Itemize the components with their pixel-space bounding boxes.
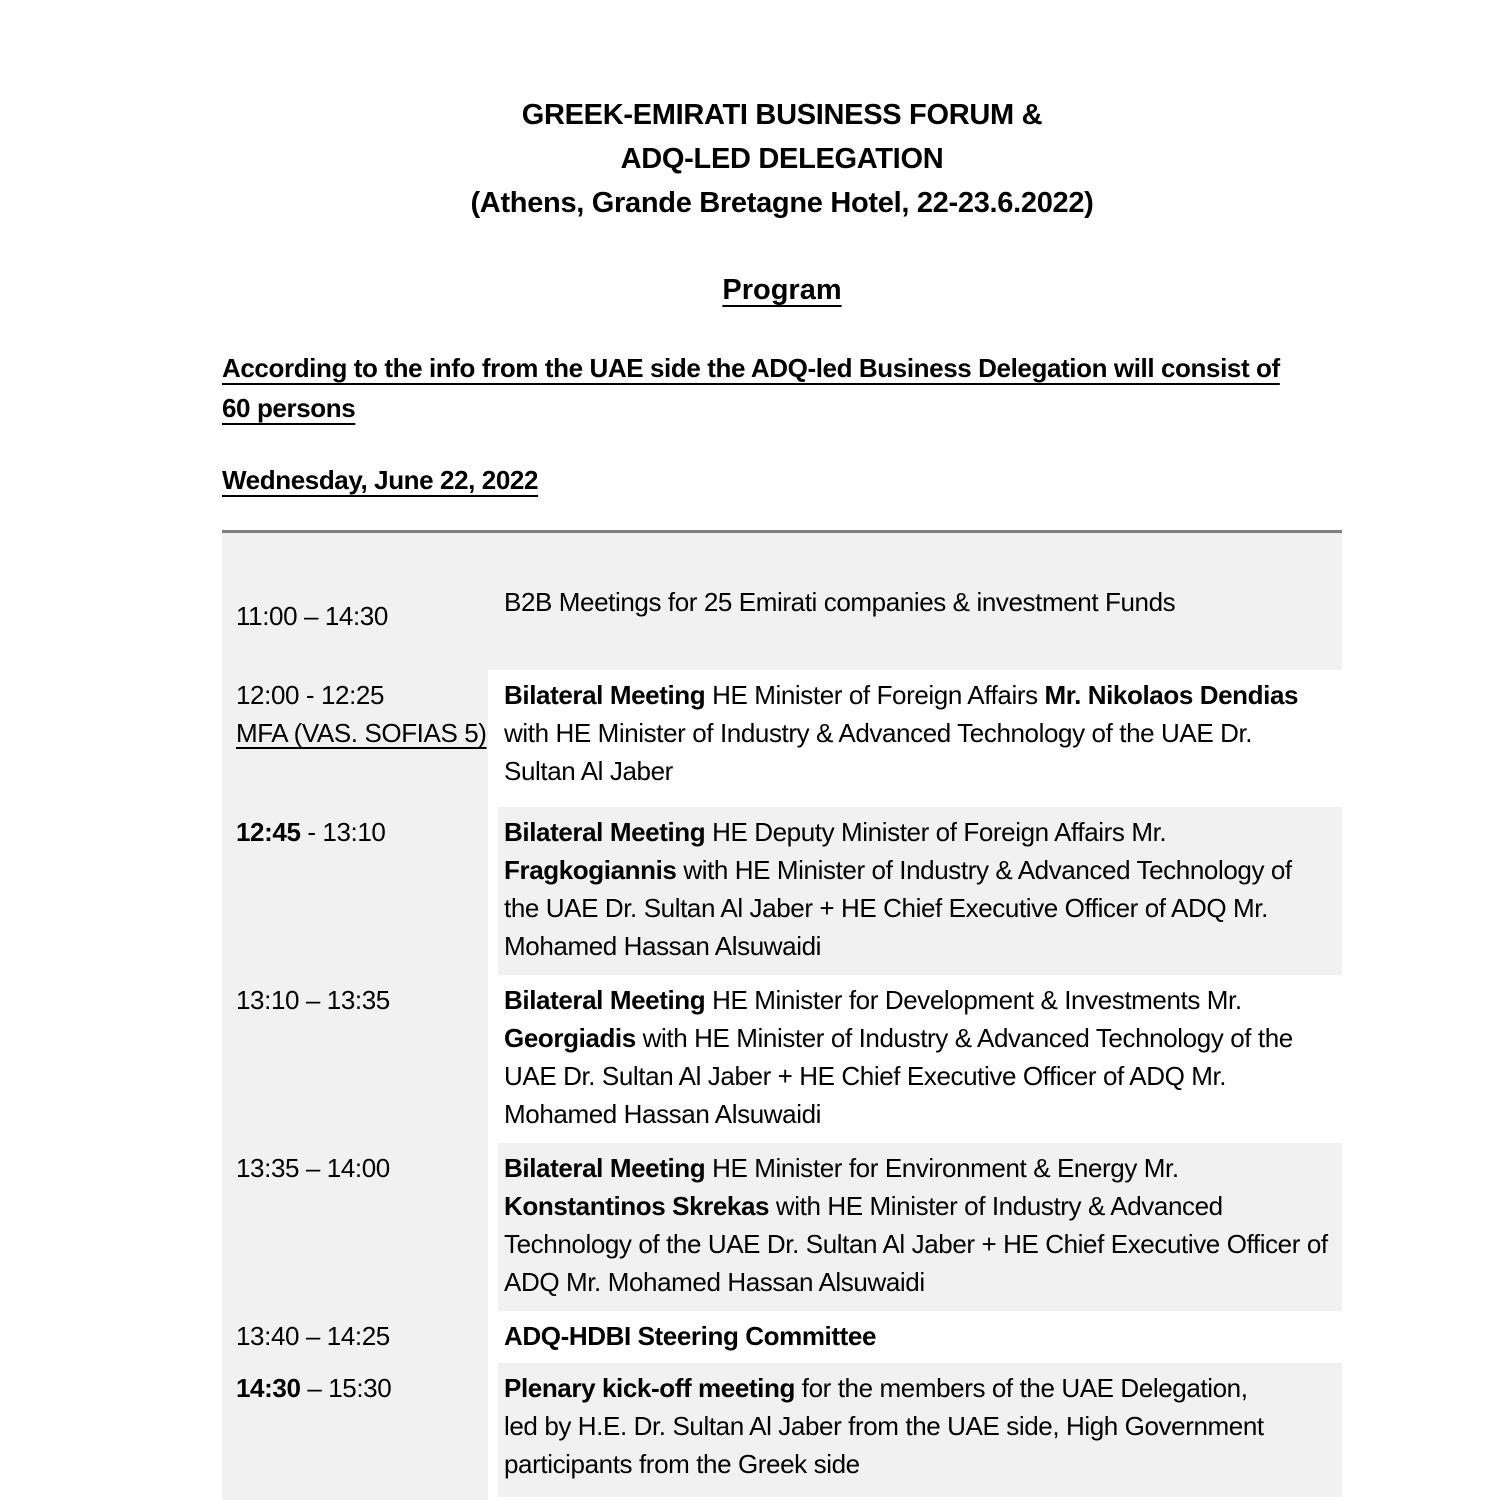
event-line [504, 981, 1334, 1019]
event-cell [498, 670, 1342, 807]
text-segment: – 15:30 [300, 1373, 392, 1403]
event-line [504, 1019, 1334, 1057]
text-segment: Bilateral Meeting [504, 680, 713, 710]
title-line-2: ADQ-LED DELEGATION [620, 143, 944, 175]
document-title [222, 93, 1342, 225]
time-line [236, 1149, 480, 1187]
text-segment: the UAE Dr. Sultan Al Jaber + HE Chief Executive Officer of ADQ Mr. [504, 893, 1268, 923]
text-segment: with HE Minister of Industry & Advanced [769, 1191, 1223, 1221]
time-line [236, 714, 487, 752]
event-line [504, 752, 1334, 790]
time-cell [222, 975, 488, 1143]
schedule-row [222, 1311, 1342, 1363]
event-line [504, 583, 1334, 621]
time-line [236, 1317, 480, 1355]
day-heading [222, 460, 1342, 500]
intro-line-2: 60 persons [222, 393, 356, 423]
text-segment: 11:00 – 14:30 [236, 601, 388, 631]
text-segment: with HE Minister of Industry & Advanced Technology of [676, 855, 1292, 885]
schedule-row [222, 807, 1342, 975]
text-segment: Mohamed Hassan Alsuwaidi [504, 931, 822, 961]
schedule-row [222, 670, 1342, 807]
time-cell [222, 807, 488, 975]
event-line [504, 676, 1334, 714]
event-line [504, 1149, 1334, 1187]
text-segment: 13:40 – 14:25 [236, 1321, 390, 1351]
event-cell [498, 1143, 1342, 1311]
time-cell [222, 670, 488, 807]
text-segment: led by H.E. Dr. Sultan Al Jaber from the UAE side, High Government [504, 1411, 1264, 1441]
text-segment: B2B Meetings for 25 Emirati companies & investment Funds [504, 587, 1176, 617]
time-line [236, 1369, 480, 1407]
title-line-3: (Athens, Grande Bretagne Hotel, 22-23.6.2022) [470, 187, 1094, 219]
column-gutter [488, 975, 498, 1143]
text-segment: 14:30 [236, 1373, 301, 1403]
schedule-row [222, 975, 1342, 1143]
title-line-1: GREEK-EMIRATI BUSINESS FORUM & [521, 99, 1043, 131]
text-segment: Sultan Al Jaber [504, 756, 673, 786]
text-segment: 12:45 [236, 817, 301, 847]
event-cell [498, 533, 1342, 670]
time-line [236, 676, 480, 714]
text-segment: HE Minister for Environment & Energy Mr. [712, 1153, 1179, 1183]
text-segment: Bilateral Meeting [504, 817, 713, 847]
time-line [236, 981, 480, 1019]
text-segment: Bilateral Meeting [504, 1153, 713, 1183]
text-segment: HE Deputy Minister of Foreign Affairs Mr. [712, 817, 1167, 847]
time-cell [222, 1363, 488, 1497]
text-segment: 12:00 - 12:25 [236, 680, 385, 710]
text-segment: HE Minister of Foreign Affairs [712, 680, 1045, 710]
event-cell [498, 807, 1342, 975]
schedule-row [222, 1363, 1342, 1497]
text-segment: 13:10 – 13:35 [236, 985, 390, 1015]
time-cell [222, 1143, 488, 1311]
text-segment: participants from the Greek side [504, 1449, 860, 1479]
text-segment: Konstantinos Skrekas [504, 1191, 770, 1221]
text-segment: ADQ-HDBI Steering Committee [504, 1321, 877, 1351]
event-line [504, 1225, 1334, 1263]
event-line [504, 1095, 1334, 1133]
text-segment: Plenary kick-off meeting [504, 1373, 802, 1403]
event-line [504, 851, 1334, 889]
event-line [504, 1369, 1334, 1407]
text-segment: for the members of the UAE Delegation, [801, 1373, 1248, 1403]
text-segment: Fragkogiannis [504, 855, 677, 885]
text-segment: 13:35 – 14:00 [236, 1153, 390, 1183]
event-line [504, 1407, 1334, 1445]
event-line [504, 813, 1334, 851]
text-segment: UAE Dr. Sultan Al Jaber + HE Chief Executive Officer of ADQ Mr. [504, 1061, 1227, 1091]
column-gutter [488, 1363, 498, 1497]
time-cell [222, 533, 488, 670]
schedule-row [222, 1143, 1342, 1311]
column-gutter [488, 1311, 498, 1363]
event-line [504, 1317, 1334, 1355]
event-cell [498, 1311, 1342, 1363]
text-segment: Mr. Nikolaos Dendias [1044, 680, 1299, 710]
program-heading-text: Program [722, 274, 842, 306]
event-line [504, 714, 1334, 752]
event-cell [498, 1363, 1342, 1497]
event-line [504, 927, 1334, 965]
event-line [504, 1445, 1334, 1483]
text-segment: Mohamed Hassan Alsuwaidi [504, 1099, 822, 1129]
text-segment: MFA (VAS. SOFIAS 5) [236, 718, 487, 748]
column-gutter [488, 670, 498, 807]
event-cell [498, 975, 1342, 1143]
text-segment: - 13:10 [300, 817, 386, 847]
event-line [504, 1187, 1334, 1225]
text-segment: with HE Minister of Industry & Advanced Technology of the [635, 1023, 1293, 1053]
time-line [236, 813, 480, 851]
text-segment: with HE Minister of Industry & Advanced Technology of the UAE Dr. [504, 718, 1253, 748]
text-segment: ADQ Mr. Mohamed Hassan Alsuwaidi [504, 1267, 925, 1297]
event-line [504, 1057, 1334, 1095]
column-gutter [488, 1143, 498, 1311]
column-gutter [488, 807, 498, 975]
program-heading [222, 268, 1342, 312]
intro-paragraph [222, 348, 1342, 428]
schedule-table [222, 530, 1342, 1500]
day-heading-text: Wednesday, June 22, 2022 [222, 465, 539, 495]
time-line [236, 597, 480, 635]
text-segment: Bilateral Meeting [504, 985, 713, 1015]
time-cell [222, 1311, 488, 1363]
column-gutter [488, 533, 498, 670]
text-segment: Technology of the UAE Dr. Sultan Al Jaber + HE Chief Executive Officer of [504, 1229, 1328, 1259]
intro-line-1: According to the info from the UAE side the ADQ-led Business Delegation will consist of [222, 353, 1280, 383]
text-segment: Georgiadis [504, 1023, 636, 1053]
text-segment: HE Minister for Development & Investments Mr. [712, 985, 1242, 1015]
event-line [504, 1263, 1334, 1301]
event-line [504, 889, 1334, 927]
schedule-row [222, 533, 1342, 670]
